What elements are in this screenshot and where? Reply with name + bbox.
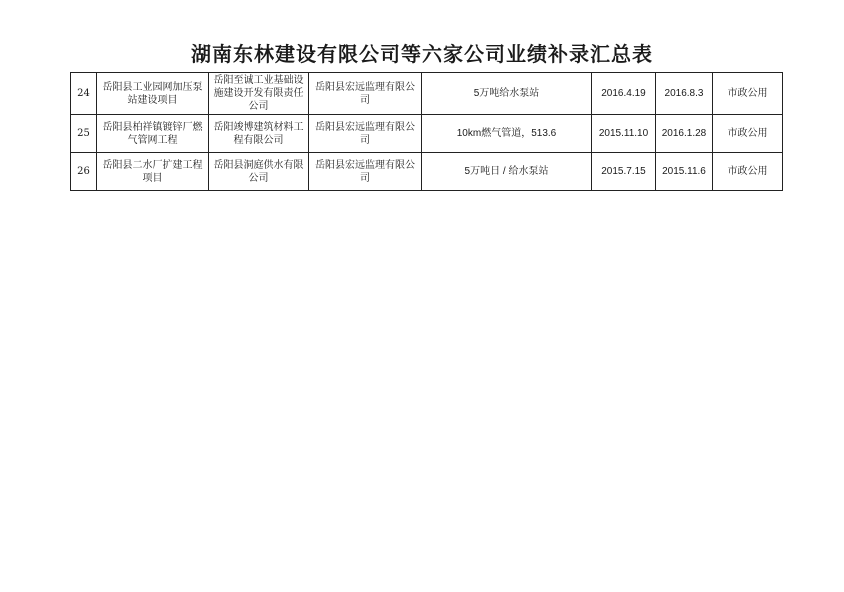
end-date: 2016.1.28: [656, 115, 713, 153]
end-date: 2016.8.3: [656, 73, 713, 115]
supervisor-unit: 岳阳县宏远监理有限公司: [309, 73, 422, 115]
supervisor-unit: 岳阳县宏远监理有限公司: [309, 153, 422, 191]
project-name: 岳阳县工业园网加压泵站建设项目: [97, 73, 209, 115]
records-table: [70, 72, 783, 191]
owner-unit: 岳阳县洞庭供水有限公司: [209, 153, 309, 191]
start-date: 2015.11.10: [592, 115, 656, 153]
row-number: 24: [71, 73, 97, 115]
project-name: 岳阳县二水厂扩建工程项目: [97, 153, 209, 191]
project-scale: 5万吨日 / 给水泵站: [422, 153, 592, 191]
table-row: [71, 73, 783, 115]
owner-unit: 岳阳竣博建筑材料工程有限公司: [209, 115, 309, 153]
supervisor-unit: 岳阳县宏远监理有限公司: [309, 115, 422, 153]
row-number: 26: [71, 153, 97, 191]
project-category: 市政公用: [713, 153, 783, 191]
table-row: [71, 153, 783, 191]
start-date: 2016.4.19: [592, 73, 656, 115]
row-number: 25: [71, 115, 97, 153]
page-title: 湖南东林建设有限公司等六家公司业绩补录汇总表: [191, 42, 653, 66]
owner-unit: 岳阳至诚工业基础设施建设开发有限责任公司: [209, 73, 309, 115]
end-date: 2015.11.6: [656, 153, 713, 191]
project-scale: 5万吨给水泵站: [422, 73, 592, 115]
start-date: 2015.7.15: [592, 153, 656, 191]
project-scale: 10km燃气管道，513.6: [422, 115, 592, 153]
project-category: 市政公用: [713, 115, 783, 153]
project-category: 市政公用: [713, 73, 783, 115]
project-name: 岳阳县柏祥镇镀锌厂燃气管网工程: [97, 115, 209, 153]
table-row: [71, 115, 783, 153]
